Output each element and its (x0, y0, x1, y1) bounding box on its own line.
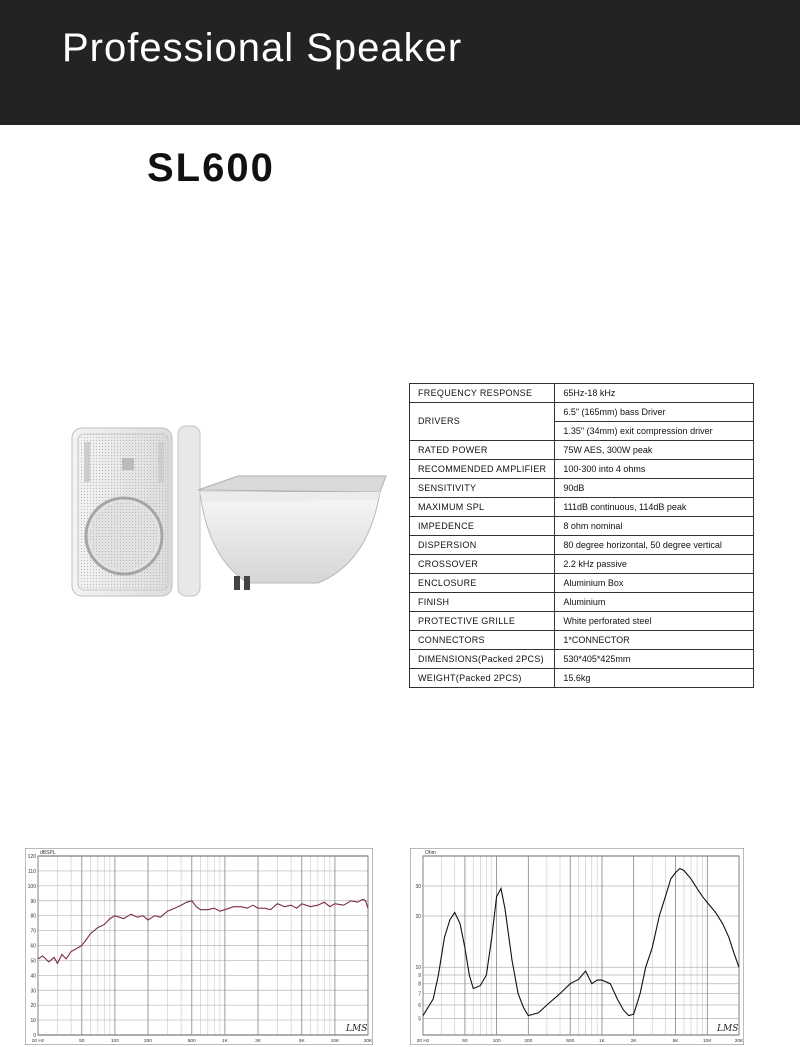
y-tick-label: 20 (415, 913, 421, 920)
spec-value: 15.6kg (555, 669, 754, 688)
spec-value: 75W AES, 300W peak (555, 441, 754, 460)
y-tick-label: 9 (418, 973, 421, 980)
spec-value: Aluminium Box (555, 574, 754, 593)
y-tick-label: 60 (30, 943, 36, 950)
spec-value: 80 degree horizontal, 50 degree vertical (555, 536, 754, 555)
frequency-response-chart (25, 848, 373, 1045)
spec-key: RATED POWER (410, 441, 555, 460)
y-tick-label: 40 (30, 973, 36, 980)
spec-key: CROSSOVER (410, 555, 555, 574)
watermark: LMS (346, 1024, 368, 1034)
watermark: LMS (717, 1024, 739, 1034)
spec-row (410, 612, 754, 631)
x-tick-label: 200 (143, 1039, 153, 1044)
impedance-chart (410, 848, 744, 1045)
y-tick-label: 50 (30, 958, 36, 965)
x-tick-label: 50 (462, 1039, 468, 1044)
spec-row (410, 384, 754, 403)
spec-row (410, 631, 754, 650)
spec-value: 111dB continuous, 114dB peak (555, 498, 754, 517)
y-tick-label: 100 (27, 883, 36, 890)
spec-key: RECOMMENDED AMPLIFIER (410, 460, 555, 479)
chart-frame (410, 848, 744, 1045)
model-name: SL600 (147, 146, 275, 190)
x-tick-label: 200 (524, 1039, 533, 1044)
spec-row (410, 536, 754, 555)
impedance-plot (410, 848, 744, 1045)
spec-value: 1*CONNECTOR (555, 631, 754, 650)
page-title: Professional Speaker (62, 26, 463, 70)
y-tick-label: 90 (30, 898, 36, 905)
y-tick-label: 30 (30, 988, 36, 995)
y-tick-label: 20 (30, 1003, 36, 1010)
y-tick-label: 120 (27, 854, 36, 860)
x-tick-label: 20K (734, 1039, 744, 1044)
y-tick-label: 8 (418, 981, 421, 988)
specifications-table (409, 383, 754, 688)
x-tick-label: 1K (221, 1039, 228, 1044)
spec-key: DISPERSION (410, 536, 555, 555)
x-tick-label: 500 (187, 1039, 196, 1044)
y-tick-label: 110 (28, 868, 36, 875)
x-tick-label: 500 (566, 1039, 575, 1044)
spec-key: FREQUENCY RESPONSE (410, 384, 555, 403)
spec-row (410, 403, 754, 422)
spec-value: 6.5" (165mm) bass Driver (555, 403, 754, 422)
x-tick-label: 2K (630, 1039, 637, 1044)
spec-key: WEIGHT(Packed 2PCS) (410, 669, 555, 688)
y-tick-label: 7 (418, 991, 421, 998)
page-header (0, 0, 800, 125)
spec-row (410, 498, 754, 517)
x-tick-label: 10K (703, 1039, 712, 1044)
y-tick-label: 70 (30, 928, 36, 935)
spec-key: PROTECTIVE GRILLE (410, 612, 555, 631)
spec-key: ENCLOSURE (410, 574, 555, 593)
y-axis-label: Ohm (425, 850, 436, 856)
spec-value: 90dB (555, 479, 754, 498)
x-tick-label: 2K (255, 1039, 261, 1044)
spec-key: DIMENSIONS(Packed 2PCS) (410, 650, 555, 669)
spec-row (410, 555, 754, 574)
chart-frame (25, 848, 373, 1045)
spec-row (410, 669, 754, 688)
x-tick-label: 1K (599, 1039, 605, 1044)
y-tick-label: 5 (418, 1016, 421, 1023)
spec-key: FINISH (410, 593, 555, 612)
spec-value: 530*405*425mm (555, 650, 754, 669)
y-tick-label: 0 (33, 1033, 36, 1039)
spec-row (410, 650, 754, 669)
spec-value: 8 ohm nominal (555, 517, 754, 536)
x-tick-label: 5K (672, 1039, 679, 1044)
x-tick-label: 100 (492, 1039, 501, 1044)
spec-row (410, 460, 754, 479)
y-tick-label: 10 (30, 1018, 36, 1025)
x-tick-label: 20 Hz (416, 1039, 430, 1044)
y-tick-label: 30 (415, 883, 421, 890)
spec-key: DRIVERS (410, 403, 555, 441)
spec-row (410, 517, 754, 536)
y-tick-label: 10 (415, 965, 421, 972)
frequency-response-plot (25, 848, 373, 1045)
spec-key: CONNECTORS (410, 631, 555, 650)
x-tick-label: 100 (110, 1039, 119, 1044)
speaker-product-image (68, 418, 388, 600)
spec-row (410, 574, 754, 593)
x-tick-label: 50 (79, 1039, 85, 1044)
y-axis-label: dBSPL (40, 850, 56, 856)
spec-value: Aluminium (555, 593, 754, 612)
spec-key: SENSITIVITY (410, 479, 555, 498)
spec-row (410, 593, 754, 612)
spec-value: 65Hz-18 kHz (555, 384, 754, 403)
spec-key: MAXIMUM SPL (410, 498, 555, 517)
x-tick-label: 20 Hz (31, 1039, 45, 1044)
spec-row (410, 441, 754, 460)
x-tick-label: 5K (298, 1039, 305, 1044)
spec-value: 100-300 into 4 ohms (555, 460, 754, 479)
spec-key: IMPEDENCE (410, 517, 555, 536)
x-tick-label: 10K (330, 1039, 340, 1044)
y-tick-label: 6 (418, 1003, 421, 1010)
spec-value: 1.35" (34mm) exit compression driver (555, 422, 754, 441)
spec-value: White perforated steel (555, 612, 754, 631)
spec-value: 2.2 kHz passive (555, 555, 754, 574)
spec-row (410, 479, 754, 498)
x-tick-label: 20K (363, 1039, 373, 1044)
y-tick-label: 80 (30, 913, 36, 920)
